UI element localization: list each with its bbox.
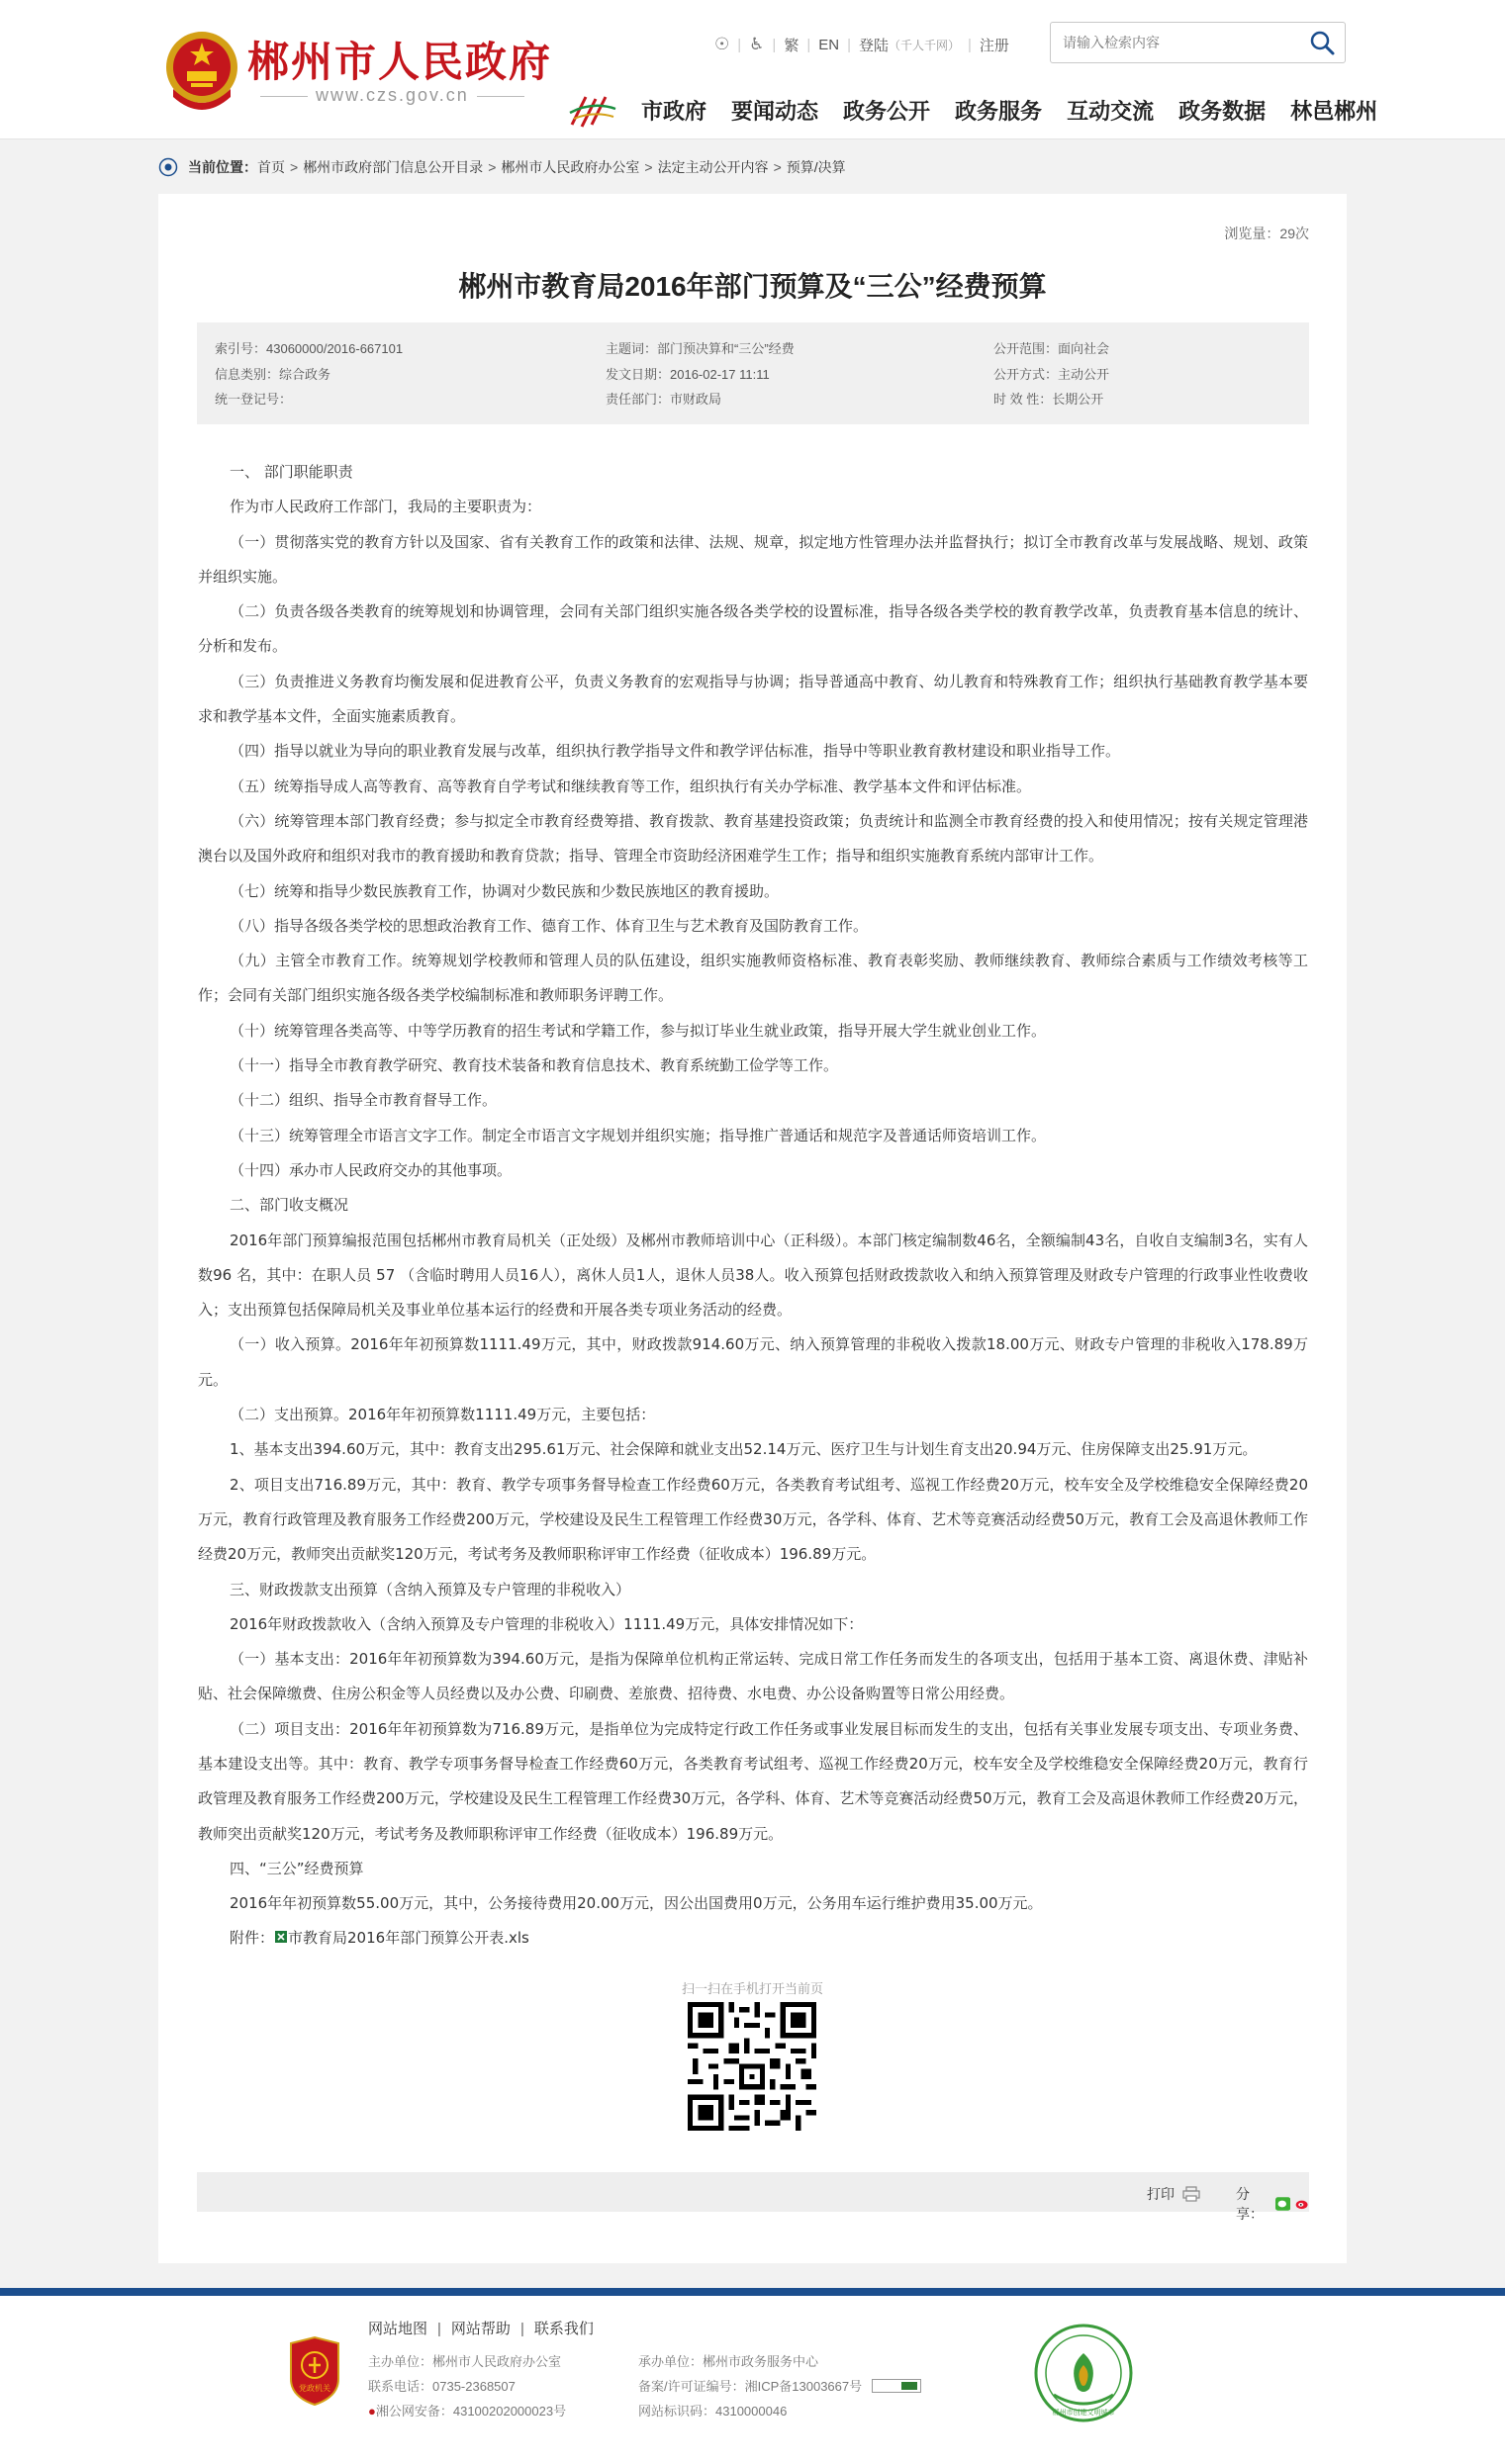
wechat-icon[interactable] [1275, 2196, 1290, 2212]
breadcrumb-item-directory[interactable]: 郴州市政府部门信息公开目录 [303, 159, 484, 175]
nav-item-services[interactable]: 政务服务 [955, 99, 1043, 124]
breadcrumb-item-budget[interactable]: 预算/决算 [786, 159, 846, 175]
header-toolbar: ☉ | ♿ | 繁 | EN | 登陆 （千人千网） | 注册 [714, 35, 1009, 54]
meta-unified-code: 统一登记号： [215, 392, 293, 407]
paragraph: （十四）承办市人民政府交办的其他事项。 [230, 1160, 513, 1179]
paragraph: （二）负责各级各类教育的统筹规划和协调管理，会同有关部门组织实施各级各类学校的设置标准，指导各级各类学校的教育教学改革，负责教育基本信息的统计、分析和发布。 [198, 602, 1308, 656]
site-header [0, 0, 1505, 139]
register-link[interactable]: 注册 [979, 37, 1009, 54]
paragraph: 2016年部门预算编报范围包括郴州市教育局机关（正处级）及郴州市教师培训中心（正科级）。本部门核定编制数46名，全额编制43名，自收自支编制3名，实有人数96 名，其中：在职人员 57 （含临时聘用人员16人），离休人员1人，退休人员38人。收入预算包括财政拨款收入和纳入预算管理及财政专户管理的行政事业性收费收入；支出预算包括保障局机关及事业单位基本运行的经费和开展各类专项业务活动的经费。 [198, 1231, 1308, 1320]
search-box [1050, 22, 1346, 63]
paragraph: 作为市人民政府工作部门，我局的主要职责为： [230, 498, 542, 516]
breadcrumb: 当前位置： 首页 > 郴州市政府部门信息公开目录 > 郴州市人民政府办公室 > 法定主动公开内容 > 预算/决算 [158, 155, 846, 179]
login-link[interactable]: 登陆 [858, 37, 889, 54]
breadcrumb-item-statutory[interactable]: 法定主动公开内容 [657, 159, 769, 175]
paragraph: （六）统筹管理本部门教育经费；参与拟定全市教育经费筹措、教育拨款、教育基建投资政策；负责统计和监测全市教育经费的投入和使用情况；按有关规定管理港澳台以及国外政府和组织对我市的教育援助和教育贷款；指导、管理全市资助经济困难学生工作；指导和组织实施教育系统内部审计工作。 [198, 811, 1308, 866]
meta-category: 信息类别：综合政务 [215, 367, 331, 382]
paragraph: （五）统筹指导成人高等教育、高等教育自学考试和继续教育等工作，组织执行有关办学标准、教学基本文件和评估标准。 [230, 776, 1032, 795]
accessibility-icon[interactable]: ♿ [749, 35, 765, 53]
weibo-icon[interactable] [1294, 2196, 1309, 2212]
attachment-link[interactable]: 市教育局2016年部门预算公开表.xls [288, 1929, 529, 1948]
share-group [1236, 2184, 1309, 2224]
attachment-label: 附件： [230, 1929, 275, 1948]
meta-scope: 公开范围：面向社会 [993, 341, 1110, 356]
paragraph: （二）支出预算。2016年年初预算数1111.49万元，主要包括： [230, 1406, 656, 1424]
nav-item-interaction[interactable]: 互动交流 [1067, 99, 1155, 124]
meta-index-no: 索引号：43060000/2016-667101 [215, 341, 404, 356]
paragraph: （十二）组织、指导全市教育督导工作。 [230, 1091, 498, 1110]
paragraph: 四、“三公”经费预算 [230, 1859, 364, 1877]
print-label: 打印 [1147, 2186, 1175, 2202]
article-tools-bar [197, 2172, 1309, 2222]
meta-validity: 时 效 性：长期公开 [993, 392, 1104, 407]
qr-label: 扫一扫在手机打开当前页 [681, 1981, 823, 1996]
site-url: www.czs.gov.cn [252, 85, 532, 106]
page-title: 郴州市教育局2016年部门预算及“三公”经费预算 [458, 271, 1047, 302]
nav-item-news[interactable]: 要闻动态 [731, 99, 819, 124]
footer-divider [0, 2288, 1505, 2296]
footer-police-line: ●湘公网安备：43100202000023号 [368, 2404, 567, 2418]
footer-icp-line [638, 2374, 921, 2399]
breadcrumb-item-home[interactable]: 首页 [257, 159, 285, 175]
footer-police[interactable]: 湘公网安备：43100202000023号 [375, 2404, 567, 2418]
paragraph: 2016年年初预算数55.00万元，其中，公务接待费用20.00万元，因公出国费用0万元，公务用车运行维护费用35.00万元。 [230, 1894, 1043, 1913]
paragraph: （一）贯彻落实党的教育方针以及国家、省有关教育工作的政策和法律、法规、规章，拟定地方性管理办法并监督执行；拟订全市教育改革与发展战略、规划、政策并组织实施。 [198, 532, 1308, 586]
meta-publish-date: 发文日期：2016-02-17 11:11 [606, 367, 770, 382]
paragraph: 一、 部门职能职责 [230, 463, 353, 481]
paragraph: 三、财政拨款支出预算（含纳入预算及专户管理的非税收入） [230, 1580, 631, 1598]
meta-method: 公开方式：主动公开 [993, 367, 1110, 382]
icp-badge-icon [872, 2379, 921, 2393]
breadcrumb-label: 当前位置： [188, 159, 257, 175]
paragraph: 2016年财政拨款收入（含纳入预算及专户管理的非税收入）1111.49万元，具体安排情况如下： [230, 1614, 864, 1633]
paragraph: （七）统筹和指导少数民族教育工作，协调对少数民族和少数民族地区的教育援助。 [230, 881, 780, 900]
traditional-chinese-link[interactable]: 繁 [784, 37, 800, 54]
footer-phone: 联系电话：0735-2368507 [368, 2379, 516, 2394]
meta-department: 责任部门：市财政局 [606, 392, 722, 407]
paragraph: （十一）指导全市教育教学研究、教育技术装备和教育信息技术、教育系统勤工俭学等工作。 [230, 1056, 839, 1075]
paragraph: （一）收入预算。2016年年初预算数1111.49万元，其中，财政拨款914.60万元、纳入预算管理的非税收入拨款18.00万元、财政专户管理的非税收入178.89万元。 [198, 1335, 1308, 1389]
nav-item-linyi-chenzhou[interactable]: 林邑郴州 [1290, 99, 1378, 124]
qr-code-icon [688, 2002, 816, 2131]
footer-info-left [368, 2349, 566, 2423]
paragraph: （一）基本支出：2016年年初预算数为394.60万元，是指为保障单位机构正常运转、完成日常工作任务而发生的各项支出，包括用于基本工资、离退休费、津贴补贴、社会保障缴费、住房公积金等人员经费以及办公费、印刷费、差旅费、招待费、水电费、办公设备购置等日常公用经费。 [198, 1650, 1308, 1703]
login-note: （千人千网） [889, 38, 961, 52]
article-body [198, 455, 1308, 1957]
footer-link-help[interactable]: 网站帮助 [450, 2321, 511, 2337]
national-emblem-icon[interactable] [161, 28, 242, 113]
paragraph: （十）统筹管理各类高等、中等学历教育的招生考试和学籍工作，参与拟订毕业生就业政策，指导开展大学生就业创业工作。 [230, 1021, 1047, 1040]
nav-item-data[interactable]: 政务数据 [1178, 99, 1267, 124]
nav-item-government[interactable]: 市政府 [641, 99, 707, 124]
article-card [158, 194, 1347, 2263]
footer-icp[interactable]: 备案/许可证编号：湘ICP备13003667号 [638, 2379, 863, 2394]
breadcrumb-item-office[interactable]: 郴州市人民政府办公室 [501, 159, 640, 175]
paragraph: 二、部门收支概况 [230, 1196, 349, 1215]
printer-icon [1182, 2186, 1200, 2202]
view-count: 浏览量：29次 [1224, 226, 1309, 241]
senior-mode-icon[interactable]: ☉ [714, 35, 730, 53]
attachment-line [198, 1921, 1308, 1956]
paragraph: （二）项目支出：2016年年初预算数为716.89万元，是指单位为完成特定行政工作任务或事业发展目标而发生的支出，包括有关事业发展专项支出、专项业务费、基本建设支出等。其中：教育、教学专项事务督导检查工作经费60万元，各类教育考试组考、巡视工作经费20万元，校车安全及学校维稳安全保障经费20万元，教育行政管理及教育服务工作经费200万元，学校建设及民生工程管理工作经费30万元，各学科、体育、艺术等竞赛活动经费50万元，教育工会及高退休教师工作经费20万元，教师突出贡献奖120万元，考试考务及教师职称评审工作经费（征收成本）196.89万元。 [198, 1719, 1308, 1843]
paragraph: （三）负责推进义务教育均衡发展和促进教育公平，负责义务教育的宏观指导与协调；指导普通高中教育、幼儿教育和特殊教育工作；组织执行基础教育教学基本要求和教学基本文件，全面实施素质教育。 [198, 672, 1308, 726]
footer-host: 主办单位：郴州市人民政府办公室 [368, 2354, 562, 2369]
meta-subject: 主题词：部门预决算和“三公”经费 [606, 341, 795, 356]
badge-right-text: 郴州市创建文明城市 [1052, 2409, 1115, 2417]
footer-link-contact[interactable]: 联系我们 [533, 2321, 594, 2337]
party-government-badge-icon[interactable] [287, 2335, 342, 2407]
share-label: 分享： [1236, 2186, 1264, 2222]
nav-item-open-affairs[interactable]: 政务公开 [843, 99, 931, 124]
paragraph: （九）主管全市教育工作。统筹规划学校教师和管理人员的队伍建设，组织实施教师资格标准、教育表彰奖励、教师继续教育、教师综合素质与工作绩效考核等工作；会同有关部门组织实施各级各类学校编制标准和教师职务评聘工作。 [198, 952, 1308, 1005]
search-input[interactable] [1061, 31, 1292, 54]
paragraph: （八）指导各级各类学校的思想政治教育工作、德育工作、体育卫生与艺术教育及国防教育工作。 [230, 916, 869, 935]
paragraph: （四）指导以就业为导向的职业教育发展与改革，组织执行教学指导文件和教学评估标准，指导中等职业教育教材建设和职业指导工作。 [230, 742, 1121, 761]
footer-operator: 承办单位：郴州市政务服务中心 [638, 2354, 819, 2369]
footer-links: 网站地图 | 网站帮助 | 联系我们 [368, 2321, 594, 2337]
paragraph: （十三）统筹管理全市语言文字工作。制定全市语言文字规划并组织实施；指导推广普通话和规范字及普通话师资培训工作。 [230, 1126, 1047, 1144]
search-icon[interactable] [1309, 30, 1335, 55]
print-button[interactable] [1147, 2184, 1200, 2204]
footer-link-sitemap[interactable]: 网站地图 [368, 2321, 428, 2337]
location-pin-icon [158, 157, 178, 177]
footer-site-code: 网站标识码：4310000046 [638, 2404, 788, 2418]
english-link[interactable]: EN [818, 36, 840, 53]
civilized-city-badge-icon[interactable] [1034, 2324, 1133, 2422]
badge-left-text: 党政机关 [299, 2384, 330, 2393]
paragraph: 2、项目支出716.89万元，其中：教育、教学专项事务督导检查工作经费60万元，各类教育考试组考、巡视工作经费20万元，校车安全及学校维稳安全保障经费20万元，教育行政管理及教育服务工作经费200万元，学校建设及民生工程管理工作经费30万元，各学科、体育、艺术等竞赛活动经费50万元，教育工会及高退休教师工作经费20万元，教师突出贡献奖120万元，考试考务及教师职称评审工作经费（征收成本）196.89万元。 [198, 1475, 1308, 1564]
paragraph: 1、基本支出394.60万元，其中：教育支出295.61万元、社会保障和就业支出52.14万元、医疗卫生与计划生育支出20.94万元、住房保障支出25.91万元。 [230, 1440, 1258, 1459]
site-footer [0, 2296, 1505, 2464]
site-title[interactable]: 郴州市人民政府 [247, 38, 553, 86]
excel-file-icon [274, 1930, 288, 1944]
footer-info-right [638, 2349, 921, 2423]
main-nav [641, 95, 1377, 126]
nav-decoration-icon [568, 91, 617, 131]
document-meta [197, 322, 1309, 424]
